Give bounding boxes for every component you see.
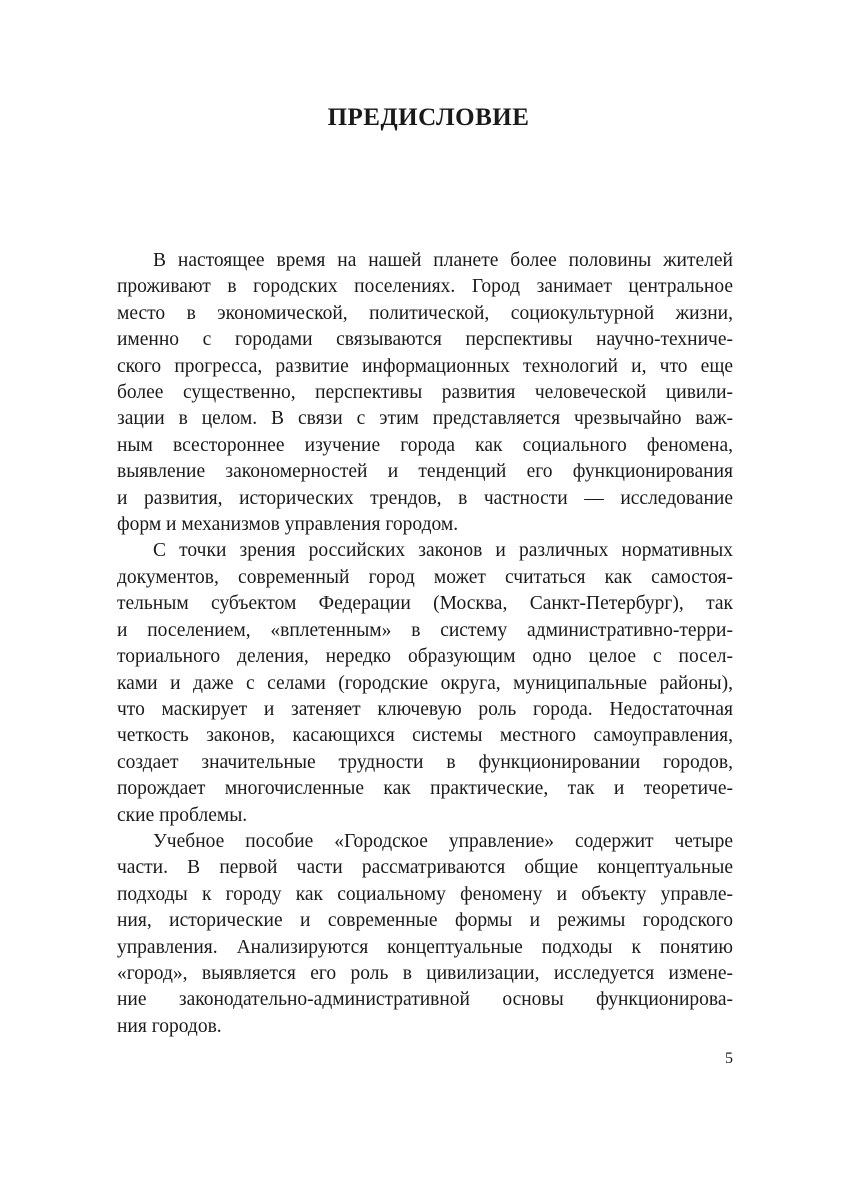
text-line: ками и даже с селами (городские округа, муниципальные районы), — [117, 672, 733, 694]
text-line: проживают в городских поселениях. Город занимает центральное — [117, 276, 733, 298]
paragraph-2 — [117, 538, 733, 828]
text-line: Учебное пособие «Городское управление» содержит четыре — [153, 830, 733, 852]
text-line: форм и механизмов управления городом. — [117, 514, 459, 536]
page-title: ПРЕДИСЛОВИЕ — [327, 104, 530, 131]
text-line: «город», выявляется его роль в цивилизации, исследуется измене- — [117, 962, 733, 984]
text-line: ского прогресса, развитие информационных технологий и, что еще — [117, 355, 733, 377]
text-line: что маскирует и затеняет ключевую роль города. Недостаточная — [117, 698, 733, 720]
paragraph-1 — [117, 248, 733, 538]
text-line: документов, современный город может считаться как самостоя- — [117, 566, 733, 588]
paragraph-3 — [117, 829, 733, 1040]
text-line: выявление закономерностей и тенденций его функционирования — [117, 461, 733, 483]
text-line: тельным субъектом Федерации (Москва, Санкт-Петербург), так — [117, 593, 733, 615]
text-line: и поселением, «вплетенным» в систему административно-терри- — [117, 619, 733, 641]
text-line: именно с городами связываются перспективы научно-техниче- — [117, 329, 733, 351]
body-text — [117, 248, 733, 1040]
text-line: ние законодательно-административной основы функционирова- — [117, 989, 733, 1011]
text-line: ным всестороннее изучение города как социального феномена, — [117, 434, 733, 456]
text-line: зации в целом. В связи с этим представляется чрезвычайно важ- — [117, 408, 733, 430]
text-line: порождает многочисленные как практические, так и теоретиче- — [117, 778, 733, 800]
text-line: ния городов. — [117, 1015, 222, 1037]
text-line: четкость законов, касающихся системы местного самоуправления, — [117, 725, 733, 747]
text-line: более существенно, перспективы развития человеческой цивили- — [117, 382, 733, 404]
page-number: 5 — [725, 1050, 733, 1067]
text-line: ния, исторические и современные формы и режимы городского — [117, 910, 733, 932]
text-line: ские проблемы. — [117, 804, 248, 826]
text-line: место в экономической, политической, социокультурной жизни, — [117, 302, 733, 324]
text-line: управления. Анализируются концептуальные подходы к понятию — [117, 936, 733, 958]
text-line: С точки зрения российских законов и различных нормативных — [153, 540, 733, 562]
text-line: В настоящее время на нашей планете более половины жителей — [153, 250, 733, 271]
text-line: и развития, исторических трендов, в частности — исследование — [117, 487, 733, 509]
text-line: части. В первой части рассматриваются общие концептуальные — [117, 857, 733, 879]
text-line: подходы к городу как социальному феномену и объекту управле- — [117, 883, 733, 905]
text-line: ториального деления, нередко образующим одно целое с посел- — [117, 646, 733, 668]
text-line: создает значительные трудности в функционировании городов, — [117, 751, 733, 773]
